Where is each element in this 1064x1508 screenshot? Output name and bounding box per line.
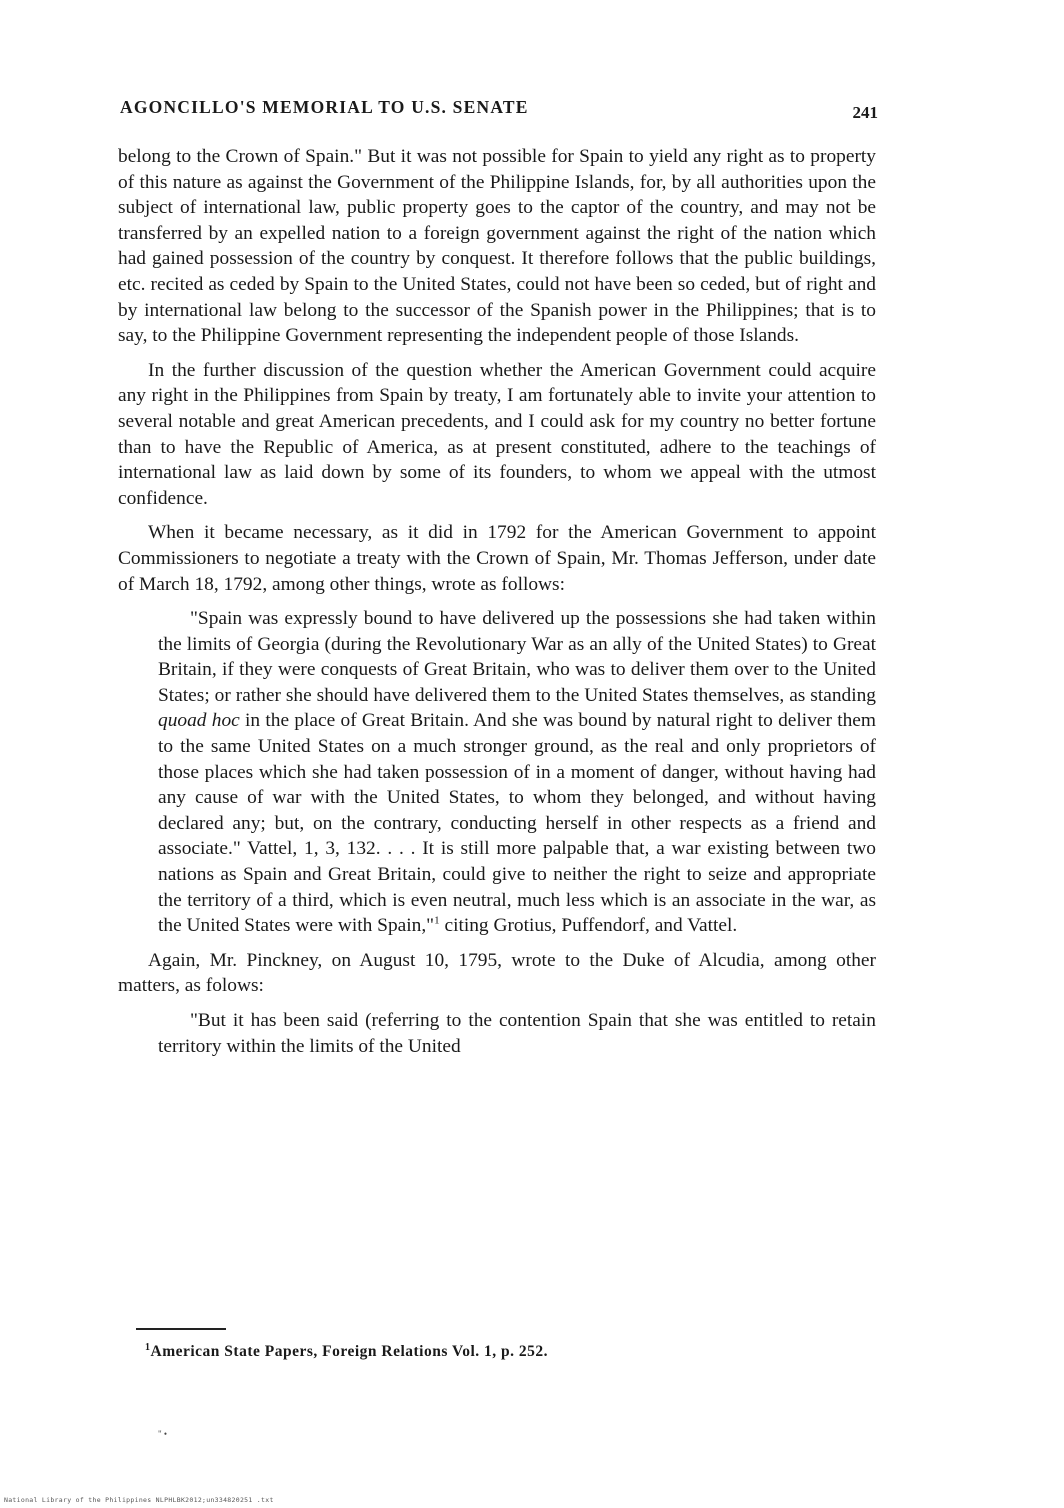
library-watermark: National Library of the Philippines NLPHLBK2012;un334820251 .txt <box>4 1496 274 1504</box>
quote-part-a: "Spain was expressly bound to have delivered up the possessions she had taken within the limits of Georgia (during the Revolutionary War as an ally of the United States) to Great Britain, if they were conquests of Great Britain, who was to deliver them over to the United States; or rather she should have delivered them to the United States themselves, as standing <box>158 608 876 706</box>
quote-italic-phrase: quoad hoc <box>158 710 240 732</box>
footnote-reference: 1 <box>434 914 440 927</box>
body-text <box>118 144 876 1059</box>
block-quote-pinckney <box>158 1008 876 1059</box>
quote-part-b: in the place of Great Britain. And she was bound by natural right to deliver them to the same United States on a much stronger ground, as the real and only proprietors of those places which she had taken possession of in a moment of danger, without having had any cause of war with the United States, to whom they belonged, and without having declared any; but, on the contrary, conducting herself in other respects as a friend and associate." Vattel, 1, 3, 132. . . . It is still more palpable that, a war existing between two nations as Spain and Great Britain, could give to neither the right to seize and appropriate the territory of a third, which is even neutral, much less which is an associate in the war, as the United States were with Spain," <box>158 710 876 937</box>
block-quote-jefferson <box>158 606 876 939</box>
page-header <box>120 97 878 125</box>
footnote-marker: 1 <box>145 1341 151 1353</box>
quote-part-c: citing Grotius, Puffendorf, and Vattel. <box>444 915 738 937</box>
scan-mark: " • <box>158 1429 168 1439</box>
footnote-text: American State Papers, Foreign Relations Vol. 1, p. 252. <box>150 1343 549 1360</box>
footnote-divider <box>136 1328 226 1330</box>
quote-pinckney-text: "But it has been said (referring to the contention Spain that she was entitled to retain territory within the limits of the United <box>158 1010 876 1057</box>
page-number: 241 <box>852 103 878 122</box>
running-head: AGONCILLO'S MEMORIAL TO U.S. SENATE <box>120 97 529 117</box>
paragraph-4: Again, Mr. Pinckney, on August 10, 1795, wrote to the Duke of Alcudia, among other matters, as folows: <box>118 949 876 997</box>
paragraph-3: When it became necessary, as it did in 1792 for the American Government to appoint Commissioners to negotiate a treaty with the Crown of Spain, Mr. Thomas Jefferson, under date of March 18, 1792, among other things, wrote as follows: <box>118 522 876 595</box>
quote-jefferson-text <box>158 606 876 939</box>
footnote <box>145 1343 765 1361</box>
paragraph-1: belong to the Crown of Spain." But it was not possible for Spain to yield any right as to property of this nature as against the Government of the Philippine Islands, for, by all authorities upon the subject of international law, public property goes to the captor of the country, and may not be transferred by an expelled nation to a foreign government against the right of the nation which had gained possession of the country by conquest. It therefore follows that the public buildings, etc. recited as ceded by Spain to the United States, could not have been so ceded, but of right and by international law belong to the successor of the Spanish power in the Philippines; that is to say, to the Philippine Government representing the independent people of those Islands. <box>118 146 876 347</box>
paragraph-2: In the further discussion of the question whether the American Government could acquire any right in the Philippines from Spain by treaty, I am fortunately able to invite your attention to several notable and great American precedents, and I could ask for my country no better fortune than to have the Republic of America, as at present constituted, adhere to the teachings of international law as laid down by some of its founders, to whom we appeal with the utmost confidence. <box>118 359 876 509</box>
